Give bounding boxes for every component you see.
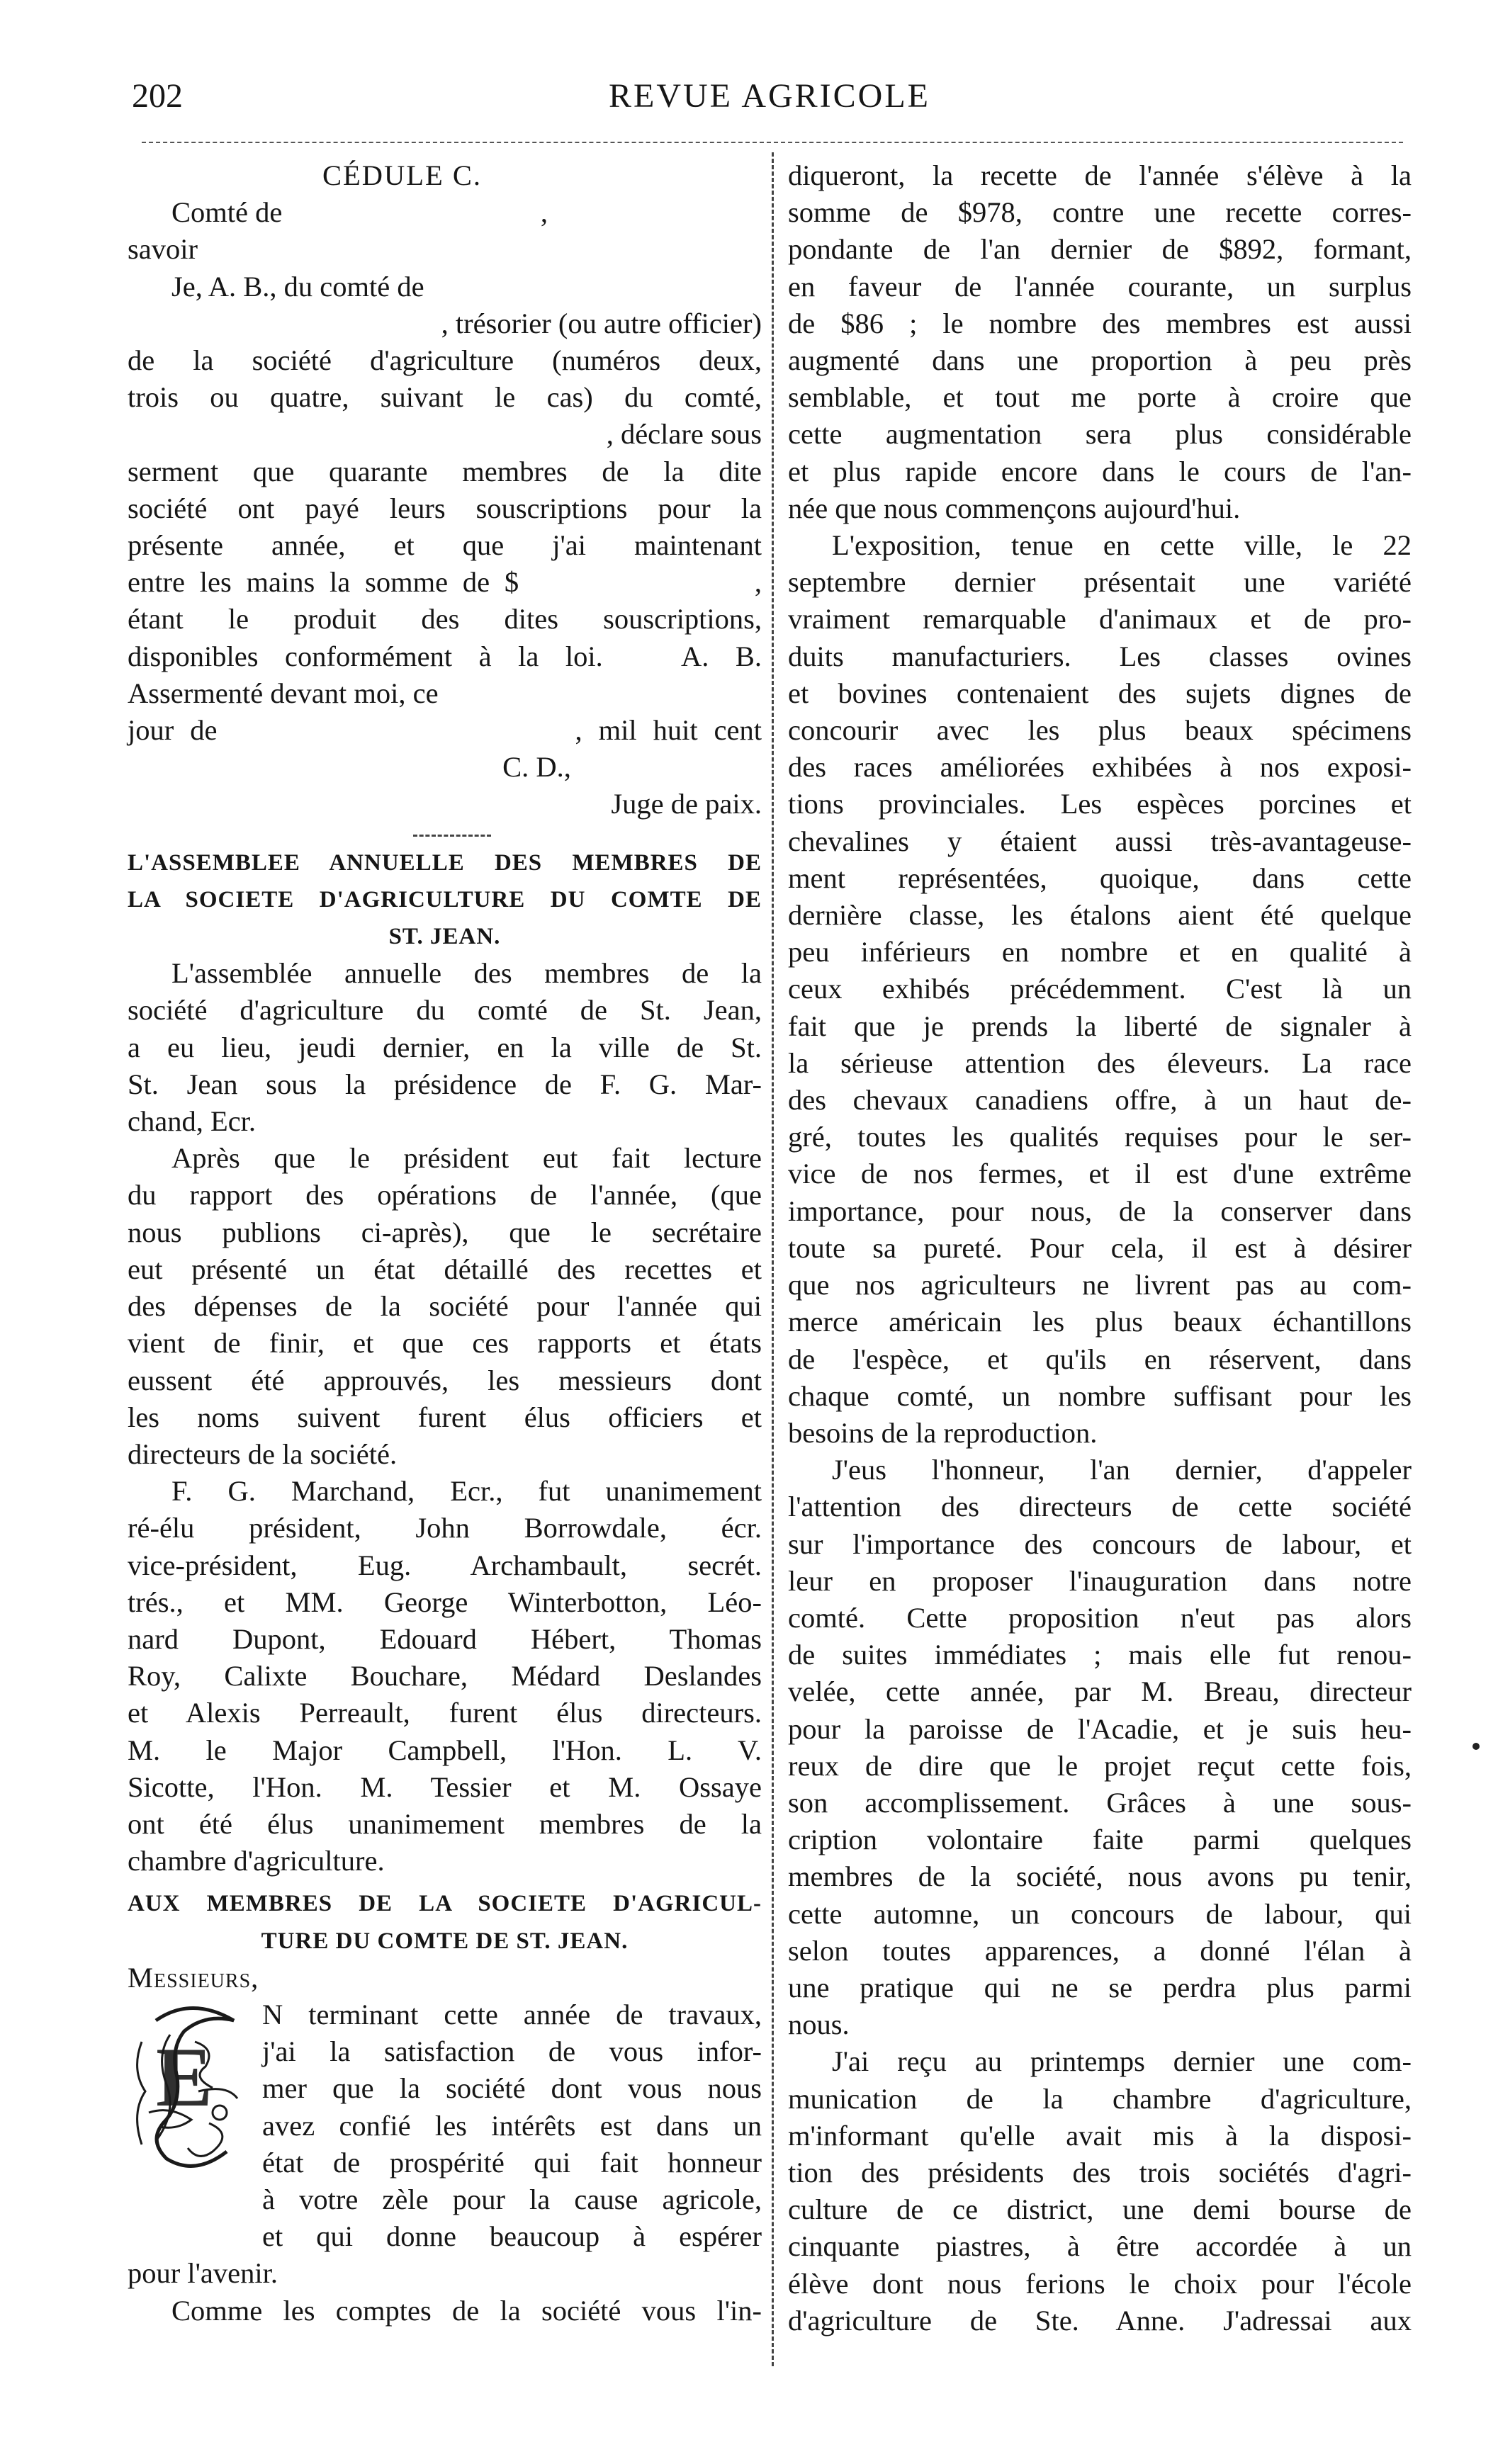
- text-line: nous publions ci-après), que le secrétaire: [128, 1216, 762, 1248]
- text-line: sur l'importance des concours de labour, et: [788, 1527, 1412, 1560]
- text-line: vient de finir, et que ces rapports et états: [128, 1327, 762, 1360]
- heading-line: ST. JEAN.: [388, 924, 501, 950]
- left-column: [128, 157, 762, 2329]
- text-line: tion des présidents des trois sociétés d'agri-: [788, 2156, 1412, 2188]
- text-line: j'ai la satisfaction de vous infor-: [262, 2035, 762, 2068]
- cedule-line: C. D.,: [502, 751, 571, 784]
- cedule-title: CÉDULE C.: [322, 159, 482, 191]
- text-line: des dépenses de la société pour l'année qui: [128, 1290, 762, 1323]
- text-line: état de prospérité qui fait honneur: [262, 2146, 762, 2178]
- text-line: toute sa pureté. Pour cela, il est à désirer: [788, 1231, 1412, 1264]
- body-paragraph: [788, 2043, 1412, 2339]
- salutation: Messieurs,: [128, 1961, 259, 1994]
- text-line: m'informant qu'elle avait mis à la disposi-: [788, 2119, 1412, 2152]
- text-line: de suites immédiates ; mais elle fut renou-: [788, 1639, 1412, 1671]
- text-line: cette augmentation sera plus considérable: [788, 418, 1412, 451]
- text-line: fait que je prends la liberté de signaler à: [788, 1010, 1412, 1042]
- text-line: l'attention des directeurs de cette société: [788, 1491, 1412, 1523]
- cedule-line: Je, A. B., du comté de: [171, 270, 424, 303]
- text-line: munication de la chambre d'agriculture,: [788, 2082, 1412, 2115]
- assembly-heading: [128, 844, 762, 956]
- body-paragraph: [788, 527, 1412, 1452]
- body-paragraph: [788, 157, 1412, 527]
- text-line: ont été élus unanimement membres de la: [128, 1807, 762, 1840]
- column-separator: [772, 152, 774, 2366]
- text-line: duits manufacturiers. Les classes ovines: [788, 640, 1412, 672]
- text-line: Roy, Calixte Bouchare, Médard Deslandes: [128, 1660, 762, 1692]
- text-line: de $86 ; le nombre des membres est aussi: [788, 307, 1412, 339]
- text-line: en faveur de l'année courante, un surplus: [788, 270, 1412, 303]
- text-line: leur en proposer l'inauguration dans notre: [788, 1564, 1412, 1597]
- assembly-paragraph: [128, 955, 762, 1140]
- text-line: culture de ce district, une demi bourse de: [788, 2193, 1412, 2226]
- text-line: augmenté dans une proportion à peu près: [788, 344, 1412, 377]
- text-line: ré-élu président, John Borrowdale, écr.: [128, 1512, 762, 1544]
- cedule-line: étant le produit des dites souscriptions,: [128, 603, 762, 635]
- text-line: et Alexis Perreault, furent élus directeurs.: [128, 1697, 762, 1729]
- text-line: nard Dupont, Edouard Hébert, Thomas: [128, 1622, 762, 1655]
- text-line: ment représentées, quoique, dans cette: [788, 861, 1412, 894]
- text-line: son accomplissement. Grâces à une sous-: [788, 1786, 1412, 1819]
- cedule-line: Assermenté devant moi, ce: [128, 677, 439, 709]
- section-divider: [128, 823, 762, 844]
- cedule-line: de la société d'agriculture (numéros deux,: [128, 344, 762, 377]
- cedule-line: Juge de paix.: [611, 788, 762, 820]
- text-line: chaque comté, un nombre suffisant pour les: [788, 1379, 1412, 1412]
- text-line: importance, pour nous, de la conserver dans: [788, 1194, 1412, 1227]
- text-line: dernière classe, les étalons aient été quelque: [788, 899, 1412, 932]
- right-column: [788, 157, 1412, 2339]
- text-line: société d'agriculture du comté de St. Jean,: [128, 994, 762, 1027]
- text-line: selon toutes apparences, a donné l'élan à: [788, 1934, 1412, 1967]
- assembly-paragraph: [128, 1140, 762, 1473]
- text-line: reux de dire que le projet reçut cette fois,: [788, 1749, 1412, 1782]
- text-line: à votre zèle pour la cause agricole,: [262, 2183, 762, 2215]
- members-heading: [128, 1885, 762, 1959]
- text-line: cinquante piastres, à être accordée à un: [788, 2230, 1412, 2263]
- header-rule: [142, 142, 1403, 143]
- text-line: chand, Ecr.: [128, 1105, 257, 1138]
- text-line: pour la paroisse de l'Acadie, et je suis heu-: [788, 1712, 1412, 1745]
- text-line: eussent été approuvés, les messieurs dont: [128, 1364, 762, 1396]
- text-line: merce américain les plus beaux échantillons: [788, 1306, 1412, 1338]
- text-line: cription volontaire faite parmi quelques: [788, 1824, 1412, 1856]
- cedule-line: Comté de ,: [171, 196, 548, 229]
- text-line: la sérieuse attention des éleveurs. La race: [788, 1046, 1412, 1079]
- text-line: des races améliorées exhibées à nos exposi-: [788, 751, 1412, 784]
- text-line: eut présenté un état détaillé des recettes et: [128, 1253, 762, 1285]
- text-line: L'exposition, tenue en cette ville, le 22: [832, 529, 1412, 562]
- cedule-line: , trésorier (ou autre officier): [441, 307, 762, 339]
- text-line: pour l'avenir.: [128, 2257, 278, 2290]
- text-line: vice-président, Eug. Archambault, secrét.: [128, 1549, 762, 1581]
- text-line: les noms suivent furent élus officiers et: [128, 1401, 762, 1433]
- cedule-line: , déclare sous: [606, 418, 762, 451]
- text-line: que nos agriculteurs ne livrent pas au com-: [788, 1269, 1412, 1301]
- cedule-line: société ont payé leurs souscriptions pour la: [128, 492, 762, 524]
- text-line: gré, toutes les qualités requises pour le ser-: [788, 1121, 1412, 1153]
- cedule-line: entre les mains la somme de $ ,: [128, 566, 762, 599]
- text-line: née que nous commençons aujourd'hui.: [788, 492, 1241, 524]
- text-line: a eu lieu, jeudi dernier, en la ville de St.: [128, 1031, 762, 1063]
- cedule-line: savoir: [128, 233, 198, 266]
- text-line: avez confié les intérêts est dans un: [262, 2109, 762, 2142]
- heading-line: AUX MEMBRES DE LA SOCIETE D'AGRICUL-: [128, 1891, 762, 1917]
- text-line: J'ai reçu au printemps dernier une com-: [832, 2045, 1412, 2078]
- text-line: ceux exhibés précédemment. C'est là un: [788, 973, 1412, 1005]
- text-line: semblable, et tout me porte à croire que: [788, 381, 1412, 414]
- text-line: de l'espèce, et qu'ils en réservent, dans: [788, 1343, 1412, 1375]
- text-line: chevalines y étaient aussi très-avantageuse-: [788, 825, 1412, 857]
- text-line: diqueront, la recette de l'année s'élève à la: [788, 159, 1412, 191]
- text-line: et qui donne beaucoup à espérer: [262, 2220, 762, 2253]
- text-line: des chevaux canadiens offre, à un haut de-: [788, 1084, 1412, 1117]
- assembly-paragraph: [128, 1473, 762, 1880]
- ornamental-dropcap-icon: [128, 1999, 252, 2176]
- heading-line: LA SOCIETE D'AGRICULTURE DU COMTE DE: [128, 886, 762, 912]
- page-header: [132, 77, 1407, 126]
- text-line: membres de la société, nous avons pu tenir,: [788, 1860, 1412, 1893]
- running-title: REVUE AGRICOLE: [609, 77, 930, 115]
- text-line: Après que le président eut fait lecture: [171, 1142, 762, 1175]
- text-line: L'assemblée annuelle des membres de la: [171, 957, 762, 990]
- letter-opening: [128, 1996, 762, 2293]
- text-line: septembre dernier présentait une variété: [788, 566, 1412, 599]
- text-line: élève dont nous ferions le choix pour l'école: [788, 2267, 1412, 2300]
- text-line: pondante de l'an dernier de $892, formant,: [788, 233, 1412, 266]
- cedule-line: disponibles conformément à la loi. A. B.: [128, 640, 762, 672]
- cedule-form: [128, 194, 762, 823]
- text-line: N terminant cette année de travaux,: [262, 1998, 762, 2030]
- text-line: comté. Cette proposition n'eut pas alors: [788, 1601, 1412, 1634]
- margin-mark: [1472, 1743, 1480, 1750]
- cedule-line: trois ou quatre, suivant le cas) du comté,: [128, 381, 762, 414]
- text-line: du rapport des opérations de l'année, (que: [128, 1179, 762, 1211]
- text-line: J'eus l'honneur, l'an dernier, d'appeler: [832, 1454, 1412, 1486]
- text-line: vraiment remarquable d'animaux et de pro-: [788, 603, 1412, 635]
- text-line: somme de $978, contre une recette corres-: [788, 196, 1412, 229]
- text-line: chambre d'agriculture.: [128, 1845, 385, 1877]
- text-line: tions provinciales. Les espèces porcines et: [788, 788, 1412, 820]
- text-line: M. le Major Campbell, l'Hon. L. V.: [128, 1734, 762, 1766]
- cedule-line: présente année, et que j'ai maintenant: [128, 529, 762, 562]
- dropcap-letter: E: [156, 2029, 213, 2124]
- cedule-line: jour de , mil huit cent: [128, 714, 762, 747]
- text-line: velée, cette année, par M. Breau, directeur: [788, 1675, 1412, 1708]
- text-line: d'agriculture de Ste. Anne. J'adressai aux: [788, 2304, 1412, 2336]
- text-line: mer que la société dont vous nous: [262, 2072, 762, 2105]
- text-line: peu inférieurs en nombre et en qualité à: [788, 936, 1412, 968]
- text-line: et plus rapide encore dans le cours de l'an-: [788, 455, 1412, 487]
- text-line: une pratique qui ne se perdra plus parmi: [788, 1971, 1412, 2004]
- text-line: vice de nos fermes, et il est d'une extrême: [788, 1158, 1412, 1190]
- text-line: directeurs de la société.: [128, 1437, 398, 1470]
- text-line: trés., et MM. George Winterbotton, Léo-: [128, 1586, 762, 1618]
- text-line: Comme les comptes de la société vous l'in-: [171, 2294, 762, 2327]
- text-line: et bovines contenaient des sujets dignes de: [788, 677, 1412, 709]
- page-number: 202: [132, 77, 183, 115]
- heading-line: L'ASSEMBLEE ANNUELLE DES MEMBRES DE: [128, 849, 762, 876]
- text-line: cette automne, un concours de labour, qui: [788, 1897, 1412, 1930]
- text-line: F. G. Marchand, Ecr., fut unanimement: [171, 1475, 762, 1508]
- heading-line: TURE DU COMTE DE ST. JEAN.: [261, 1928, 629, 1954]
- body-paragraph: [788, 1452, 1412, 2043]
- cedule-line: serment que quarante membres de la dite: [128, 455, 762, 487]
- text-line: besoins de la reproduction.: [788, 1416, 1098, 1449]
- text-line: St. Jean sous la présidence de F. G. Mar-: [128, 1068, 762, 1100]
- text-line: concourir avec les plus beaux spécimens: [788, 714, 1412, 747]
- text-line: Sicotte, l'Hon. M. Tessier et M. Ossaye: [128, 1770, 762, 1803]
- text-line: nous.: [788, 2008, 850, 2041]
